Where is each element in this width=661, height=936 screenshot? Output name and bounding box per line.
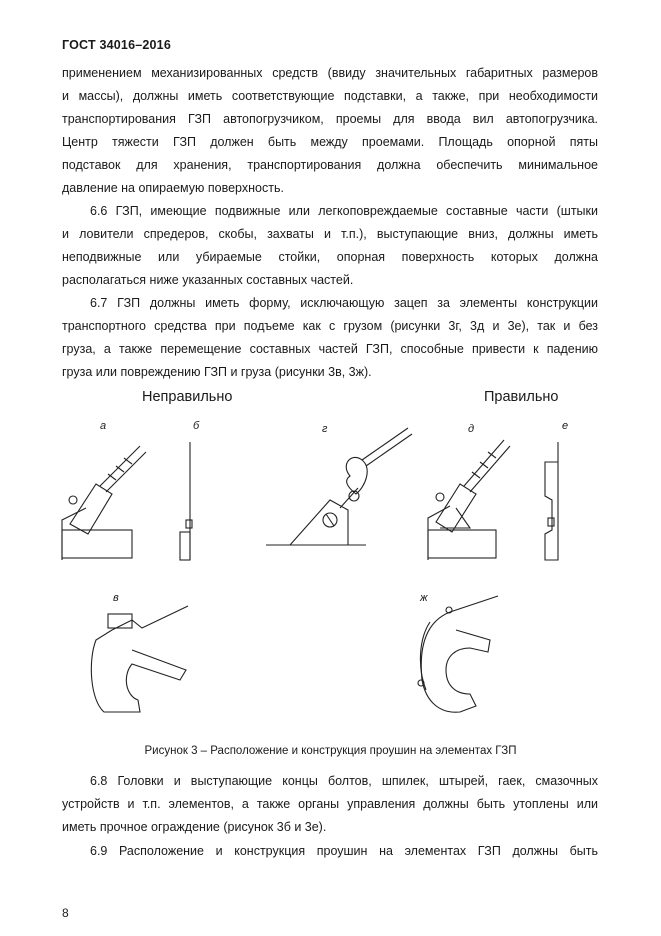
text-line: 6.6 ГЗП, имеющие подвижные или легкоповреждаемые составные части (штыки — [90, 204, 598, 218]
text-line: груза, а также перемещение составных частей ГЗП, способные привести к падению — [62, 342, 598, 356]
paragraph-6-8 — [62, 770, 598, 839]
drawing-g — [266, 428, 412, 545]
wrong-label: Неправильно — [142, 389, 233, 405]
sublabel-d: д — [468, 423, 475, 435]
page-number: 8 — [62, 906, 69, 920]
drawing-d — [428, 440, 510, 560]
figure-caption: Рисунок 3 – Расположение и конструкция проушин на элементах ГЗП — [144, 745, 517, 757]
text-line: и массы), должны иметь соответствующие подставки, а также, при необходимости — [62, 89, 598, 103]
text-line: давление на опираемую поверхность. — [62, 181, 284, 195]
document-header: ГОСТ 34016–2016 — [62, 38, 171, 52]
drawing-a — [62, 446, 146, 560]
text-line: подставок для хранения, транспортирования должна обеспечить минимальное — [62, 158, 598, 172]
sublabel-e: е — [562, 420, 569, 432]
sublabel-v: в — [113, 592, 119, 604]
sublabel-b: б — [193, 420, 200, 432]
drawing-v — [91, 606, 188, 712]
text-line: применением механизированных средств (ввиду значительных габаритных размеров — [62, 66, 598, 80]
drawing-zh — [418, 596, 498, 712]
text-line: иметь прочное ограждение (рисунок 3б и 3е). — [62, 820, 327, 834]
text-line: 6.8 Головки и выступающие концы болтов, шпилек, штырей, гаек, смазочных — [90, 774, 598, 788]
drawing-b — [180, 442, 192, 560]
text-line: устройств и т.п. элементов, а также органы управления должны быть утоплены или — [62, 797, 598, 811]
paragraph-6-9 — [62, 840, 598, 863]
sublabel-zh: ж — [420, 592, 428, 604]
sublabel-a: а — [100, 420, 107, 432]
right-label: Правильно — [484, 389, 559, 405]
text-line: неподвижные или убираемые стойки, опорная поверхность которых должна — [62, 250, 598, 264]
text-line: располагаться ниже указанных составных частей. — [62, 273, 354, 287]
text-line: Центр тяжести ГЗП должен быть между проемами. Площадь опорной пяты — [62, 135, 598, 149]
text-line: груза или повреждению ГЗП и груза (рисунки 3в, 3ж). — [62, 365, 372, 379]
text-line: 6.7 ГЗП должны иметь форму, исключающую зацеп за элементы конструкции — [90, 296, 598, 310]
sublabel-g: г — [322, 423, 328, 435]
text-line: и ловители спредеров, скобы, захваты и т.п.), выступающие вниз, должны иметь — [62, 227, 598, 241]
text-line: 6.9 Расположение и конструкция проушин на элементах ГЗП должны быть — [90, 844, 598, 858]
drawing-e — [545, 442, 558, 560]
text-line: транспортирования ГЗП автопогрузчиком, проемы для ввода вил автопогрузчика. — [62, 112, 598, 126]
text-line: транспортного средства при подъеме как с грузом (рисунки 3г, 3д и 3е), так и без — [62, 319, 598, 333]
